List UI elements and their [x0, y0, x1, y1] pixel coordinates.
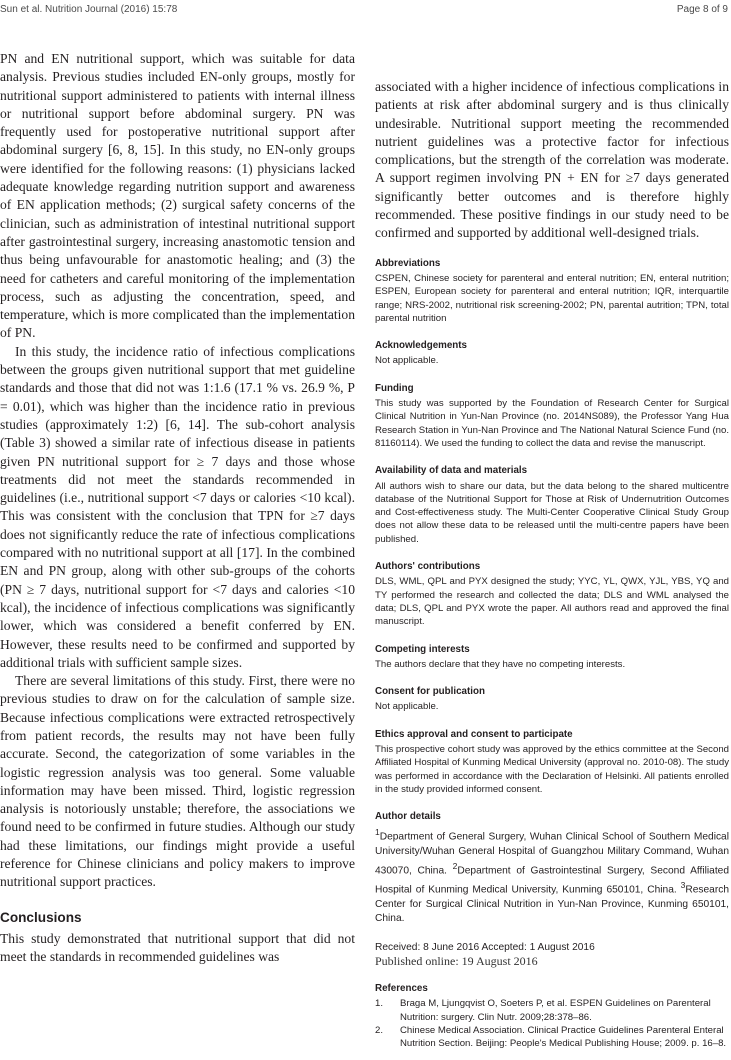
received-accepted: Received: 8 June 2016 Accepted: 1 August 2016: [375, 941, 595, 953]
section-body: The authors declare that they have no competing interests.: [375, 658, 626, 670]
affiliation: Department of Gastrointestinal Surgery, Second Affiliated Hospital of Kunming Medical University, Kunming 650101, China.: [375, 865, 730, 896]
authors-contributions-section: [375, 560, 729, 628]
section-body: CSPEN, Chinese society for parenteral and enteral nutrition; EN, enteral nutrition; ESPEN, European society for parenteral and enteral nutrition; IQR, interquartile range; NRS-2002, nutritional risk screening-2002; PN, parental autrition; TPN, total parental nutrition: [375, 272, 729, 324]
body-paragraph: In this study, the incidence ratio of infectious complications between the groups given nutritional support that met guideline standards and those that did not was 1:1.6 (17.1 % vs. 26.9 %, P = 0.01), which was higher than the incidence ratio in previous studies (approximately 1:2) [6, 14]. The sub-cohort analysis (Table 3) showed a similar rate of infectious disease in patients given PN nutritional support for ≥ 7 days and those whose treatments did not meet the standards recommended in guidelines (i.e., nutritional support <7 days or calories <10 kcal). This was consistent with the conclusion that TPN for ≥7 days does not significantly reduce the rate of infectious complications compared with no nutritional support at all [17]. In the combined EN and PN group, along with other sub-groups of the cohorts (PN ≥ 7 days, nutritional support for <7 days and calories <10 kcal), the incidence of infectious complications was significantly lower, which was considered a benefit conferred by EN. However, these results need to be confirmed and supported by additional trials with sufficient sample sizes.: [0, 343, 355, 670]
right-column: [375, 78, 729, 1051]
page-number: Page 8 of 9: [676, 4, 728, 15]
reference-number: 2.: [375, 1025, 384, 1037]
publication-dates: [375, 941, 729, 969]
section-title: Ethics approval and consent to participate: [375, 728, 573, 740]
section-title: Abbreviations: [375, 257, 441, 269]
section-title: Competing interests: [375, 643, 470, 655]
section-title: Authors' contributions: [375, 561, 481, 573]
conclusions-continuation: associated with a higher incidence of infectious complications in patients at risk after abdominal surgery and is thus clinically undesirable. Nutritional support meeting the recommended nutrient guidelines was a protective factor for infectious complications, but the strength of the correlation was moderate. A support regimen involving PN + EN for ≥7 days generated significantly better outcomes and is therefore highly recommended. These positive findings in our study need to be confirmed and supported by additional well-designed trials.: [375, 79, 729, 241]
section-body: This study was supported by the Foundation of Research Center for Surgical Clinical Nutrition in Yun-Nan Province (no. 2014NS089), the Professor Yang Hua Research Station in Yun-Nan Province and The National Natural Science Fund (no. 81160114). We used the funding to collect the data and revise the manuscript.: [375, 398, 729, 449]
published-online: Published online: 19 August 2016: [375, 954, 538, 969]
reference-number: 1.: [375, 998, 384, 1010]
reference-item: [375, 1024, 729, 1051]
references-section: [375, 982, 729, 1050]
ethics-section: [375, 728, 729, 796]
section-title: Author details: [375, 811, 441, 823]
reference-text: Braga M, Ljungqvist O, Soeters P, et al. ESPEN Guidelines on Parenteral Nutrition: surgery. Clin Nutr. 2009;28:378–86.: [400, 998, 711, 1023]
author-details-section: [375, 810, 729, 925]
section-title: Consent for publication: [375, 686, 485, 698]
section-body: DLS, WML, QPL and PYX designed the study; YYC, YL, QWX, YJL, YBS, YQ and TY performed the research and collected the data; DLS and WML analysed the data; DLS, QPL and PYX wrote the paper. All authors read and approved the final manuscript.: [375, 576, 729, 628]
competing-interests-section: [375, 643, 729, 672]
section-title: Availability of data and materials: [375, 465, 528, 477]
section-body: This prospective cohort study was approved by the ethics committee at the Second Affiliated Hospital of Kunming Medical University (approval no. 2010-08). The study was performed in accordance with the Declaration of Helsinki. All patients enrolled in the study provided informed consent.: [375, 743, 729, 795]
author-affiliations: [375, 825, 729, 925]
affiliation-marker: 1: [375, 827, 380, 838]
affiliation-marker: 2: [452, 860, 458, 871]
page-header: [0, 4, 731, 18]
data-availability-section: [375, 464, 729, 546]
funding-section: [375, 382, 729, 450]
references-heading: References: [375, 983, 428, 995]
reference-list: [375, 997, 729, 1050]
running-citation: Sun et al. Nutrition Journal (2016) 15:78: [0, 4, 178, 15]
affiliation-marker: 3: [680, 880, 686, 891]
reference-text: Chinese Medical Association. Clinical Practice Guidelines Parenteral Enteral Nutrition Section. Beijing: People's Medical Publishing House; 2009. p. 16–8.: [400, 1025, 727, 1050]
consent-section: [375, 685, 729, 714]
conclusions-paragraph: This study demonstrated that nutritional support that did not meet the standards in recommended guidelines was: [0, 930, 355, 965]
abbreviations-section: [375, 257, 729, 325]
section-title: Funding: [375, 382, 414, 394]
left-column: [0, 50, 355, 967]
affiliation: Department of General Surgery, Wuhan Clinical School of Southern Medical University/Wuhan General Hospital of Guangzhou Military Command, Wuhan 430070, China.: [375, 831, 729, 877]
conclusions-heading: Conclusions: [0, 909, 82, 925]
acknowledgements-section: [375, 339, 729, 368]
body-paragraph: There are several limitations of this study. First, there were no previous studies to draw on for the calculation of sample size. Because infectious complications were extracted retrospectively from patient records, the results may not have been fully accurate. Second, the categorization of some variables in the logistic regression analysis was too general. Some valuable information may have been missed. Third, logistic regression analysis is notoriously unstable; therefore, the associations we found need to be confirmed in future studies. Although our study had these limitations, our findings might provide a useful reference for Chinese clinicians and policy makers to improve nutritional support practices.: [0, 673, 355, 890]
section-body: Not applicable.: [375, 355, 439, 367]
reference-item: [375, 997, 729, 1024]
section-body: Not applicable.: [375, 701, 439, 713]
section-body: All authors wish to share our data, but the data belong to the shared multicentre database of the Nutritional Support for Those at Risk of Undernutrition Outcomes and Cost-effectiveness study. The Multi-Center Cooperative Clinical Study Group does not allow these data to be released until the multi-centre papers have been published.: [375, 480, 729, 545]
section-title: Acknowledgements: [375, 340, 468, 352]
body-paragraph: PN and EN nutritional support, which was suitable for data analysis. Previous studies included EN-only groups, mostly for nutritional support administered to patients with internal illness or nutritional support before abdominal surgery. PN was frequently used for postoperative nutritional support after abdominal surgery [6, 8, 15]. In this study, no EN-only groups were identified for the following reasons: (1) physicians lacked adequate knowledge regarding nutrition support and awareness of EN application methods; (2) surgical safety concerns of the clinician, such as administration of intestinal nutritional support after gastrointestinal surgery, increasing anastomotic tension and thus being unfavourable for anastomotic healing; and (3) the need for catheters and careful monitoring of the implementation process, such as adjusting the concentration, speed, and temperature, which is more complicated than the implementation of PN.: [0, 51, 355, 341]
affiliation: Research Center for Surgical Clinical Nutrition in Yun-Nan Province, Kunming 650101, China.: [375, 884, 729, 924]
